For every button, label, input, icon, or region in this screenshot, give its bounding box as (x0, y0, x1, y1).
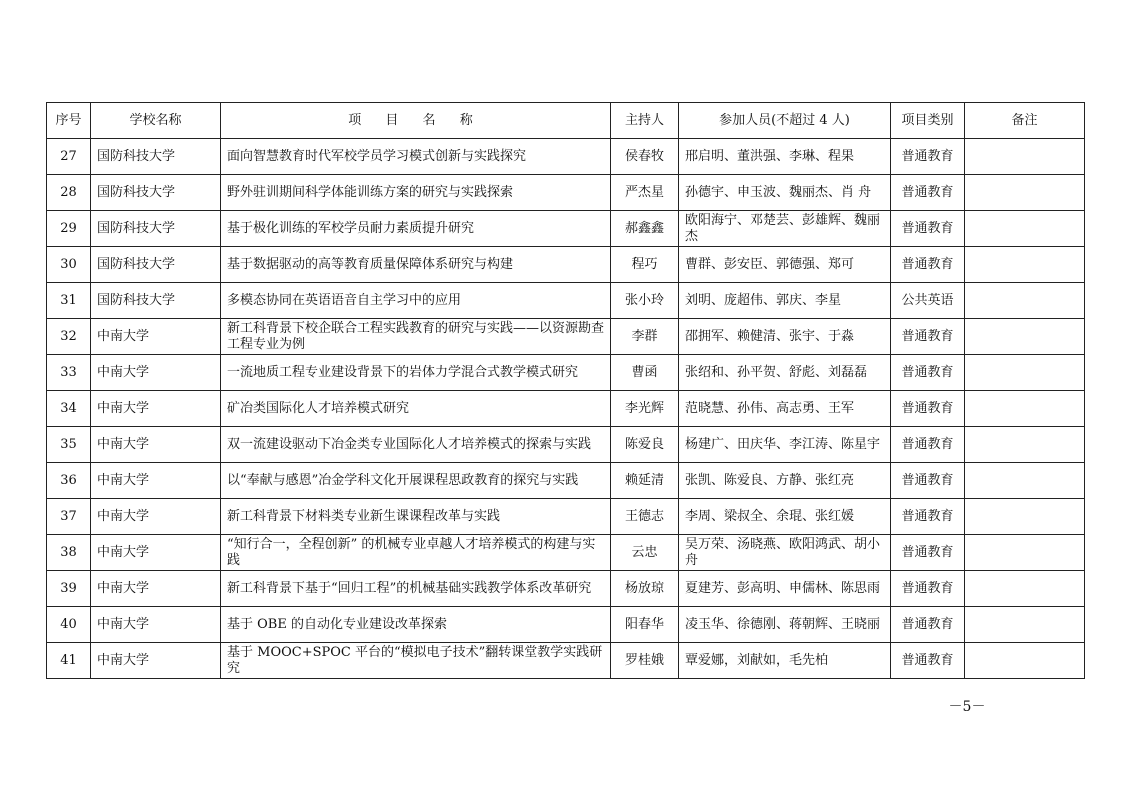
cell-remark (965, 355, 1085, 391)
cell-remark (965, 175, 1085, 211)
cell-host: 赖延清 (611, 463, 679, 499)
header-host: 主持人 (611, 103, 679, 139)
cell-remark (965, 427, 1085, 463)
table-body (47, 139, 1085, 679)
cell-host: 严杰星 (611, 175, 679, 211)
cell-school: 中南大学 (91, 535, 221, 571)
cell-host: 罗桂娥 (611, 643, 679, 679)
table-row (47, 427, 1085, 463)
cell-remark (965, 535, 1085, 571)
cell-no: 41 (47, 643, 91, 679)
cell-members: 李周、梁叔全、余琨、张红媛 (679, 499, 891, 535)
header-no: 序号 (47, 103, 91, 139)
cell-remark (965, 643, 1085, 679)
cell-project: 一流地质工程专业建设背景下的岩体力学混合式教学模式研究 (221, 355, 611, 391)
table-row (47, 535, 1085, 571)
cell-members: 邢启明、董洪强、李琳、程果 (679, 139, 891, 175)
table-row (47, 139, 1085, 175)
cell-host: 李群 (611, 319, 679, 355)
cell-members: 吴万荣、汤晓燕、欧阳鸿武、胡小舟 (679, 535, 891, 571)
table-row (47, 607, 1085, 643)
cell-project: 新工科背景下材料类专业新生课课程改革与实践 (221, 499, 611, 535)
cell-school: 国防科技大学 (91, 247, 221, 283)
cell-project: 矿冶类国际化人才培养模式研究 (221, 391, 611, 427)
cell-remark (965, 499, 1085, 535)
cell-no: 34 (47, 391, 91, 427)
cell-category: 普通教育 (891, 499, 965, 535)
cell-category: 普通教育 (891, 391, 965, 427)
cell-category: 普通教育 (891, 571, 965, 607)
cell-no: 28 (47, 175, 91, 211)
cell-no: 32 (47, 319, 91, 355)
cell-members: 张绍和、孙平贺、舒彪、刘磊磊 (679, 355, 891, 391)
cell-host: 曹函 (611, 355, 679, 391)
cell-remark (965, 283, 1085, 319)
cell-project: 新工科背景下基于“回归工程”的机械基础实践教学体系改革研究 (221, 571, 611, 607)
cell-project: 基于 OBE 的自动化专业建设改革探索 (221, 607, 611, 643)
cell-school: 中南大学 (91, 607, 221, 643)
cell-category: 普通教育 (891, 319, 965, 355)
header-row (47, 103, 1085, 139)
cell-project: 多模态协同在英语语音自主学习中的应用 (221, 283, 611, 319)
cell-project: 以“奉献与感恩”冶金学科文化开展课程思政教育的探究与实践 (221, 463, 611, 499)
table-row (47, 391, 1085, 427)
cell-host: 王德志 (611, 499, 679, 535)
cell-school: 中南大学 (91, 355, 221, 391)
cell-school: 中南大学 (91, 463, 221, 499)
cell-category: 普通教育 (891, 463, 965, 499)
table-row (47, 283, 1085, 319)
cell-project: 双一流建设驱动下冶金类专业国际化人才培养模式的探索与实践 (221, 427, 611, 463)
cell-members: 夏建芳、彭高明、申儒林、陈思雨 (679, 571, 891, 607)
cell-category: 普通教育 (891, 427, 965, 463)
cell-school: 中南大学 (91, 391, 221, 427)
cell-school: 中南大学 (91, 319, 221, 355)
cell-members: 凌玉华、徐德刚、蒋朝辉、王晓丽 (679, 607, 891, 643)
cell-remark (965, 391, 1085, 427)
cell-members: 欧阳海宁、邓楚芸、彭雄辉、魏丽杰 (679, 211, 891, 247)
cell-members: 杨建广、田庆华、李江涛、陈星宇 (679, 427, 891, 463)
cell-school: 国防科技大学 (91, 211, 221, 247)
table-row (47, 319, 1085, 355)
cell-remark (965, 571, 1085, 607)
cell-no: 29 (47, 211, 91, 247)
cell-no: 30 (47, 247, 91, 283)
cell-no: 35 (47, 427, 91, 463)
cell-school: 国防科技大学 (91, 139, 221, 175)
header-remark: 备注 (965, 103, 1085, 139)
cell-members: 曹群、彭安臣、郭德强、郑可 (679, 247, 891, 283)
cell-category: 普通教育 (891, 355, 965, 391)
cell-no: 33 (47, 355, 91, 391)
header-project: 项 目 名 称 (221, 103, 611, 139)
cell-members: 邵拥军、赖健清、张宇、于淼 (679, 319, 891, 355)
cell-no: 38 (47, 535, 91, 571)
cell-category: 普通教育 (891, 247, 965, 283)
page-number: －5－ (948, 699, 986, 715)
cell-host: 张小玲 (611, 283, 679, 319)
project-table (46, 102, 1085, 679)
table-row (47, 463, 1085, 499)
cell-remark (965, 319, 1085, 355)
cell-category: 公共英语 (891, 283, 965, 319)
cell-category: 普通教育 (891, 535, 965, 571)
cell-remark (965, 607, 1085, 643)
cell-members: 刘明、庞超伟、郭庆、李星 (679, 283, 891, 319)
cell-school: 中南大学 (91, 643, 221, 679)
cell-host: 阳春华 (611, 607, 679, 643)
cell-host: 李光辉 (611, 391, 679, 427)
table-row (47, 355, 1085, 391)
cell-no: 31 (47, 283, 91, 319)
cell-category: 普通教育 (891, 643, 965, 679)
cell-project: “知行合一，全程创新” 的机械专业卓越人才培养模式的构建与实践 (221, 535, 611, 571)
cell-project: 面向智慧教育时代军校学员学习模式创新与实践探究 (221, 139, 611, 175)
cell-remark (965, 139, 1085, 175)
cell-no: 36 (47, 463, 91, 499)
header-school: 学校名称 (91, 103, 221, 139)
cell-remark (965, 247, 1085, 283)
header-members: 参加人员(不超过 4 人) (679, 103, 891, 139)
table-row (47, 211, 1085, 247)
cell-no: 40 (47, 607, 91, 643)
cell-category: 普通教育 (891, 607, 965, 643)
cell-category: 普通教育 (891, 175, 965, 211)
cell-project: 新工科背景下校企联合工程实践教育的研究与实践——以资源勘查工程专业为例 (221, 319, 611, 355)
cell-school: 国防科技大学 (91, 175, 221, 211)
cell-project: 基于极化训练的军校学员耐力素质提升研究 (221, 211, 611, 247)
cell-school: 中南大学 (91, 427, 221, 463)
table-row (47, 499, 1085, 535)
cell-school: 中南大学 (91, 571, 221, 607)
cell-no: 39 (47, 571, 91, 607)
cell-host: 杨放琼 (611, 571, 679, 607)
cell-no: 27 (47, 139, 91, 175)
cell-host: 程巧 (611, 247, 679, 283)
cell-members: 孙德宇、申玉波、魏丽杰、肖 舟 (679, 175, 891, 211)
cell-host: 郝鑫鑫 (611, 211, 679, 247)
cell-project: 基于 MOOC+SPOC 平台的“模拟电子技术”翻转课堂教学实践研究 (221, 643, 611, 679)
cell-school: 中南大学 (91, 499, 221, 535)
header-category: 项目类别 (891, 103, 965, 139)
cell-members: 覃爱娜，刘献如，毛先柏 (679, 643, 891, 679)
table-row (47, 247, 1085, 283)
table-row (47, 175, 1085, 211)
cell-school: 国防科技大学 (91, 283, 221, 319)
cell-host: 侯春牧 (611, 139, 679, 175)
cell-category: 普通教育 (891, 139, 965, 175)
cell-remark (965, 463, 1085, 499)
cell-project: 野外驻训期间科学体能训练方案的研究与实践探索 (221, 175, 611, 211)
cell-members: 张凯、陈爱良、方静、张红亮 (679, 463, 891, 499)
table-row (47, 571, 1085, 607)
cell-category: 普通教育 (891, 211, 965, 247)
cell-remark (965, 211, 1085, 247)
cell-members: 范晓慧、孙伟、高志勇、王军 (679, 391, 891, 427)
cell-no: 37 (47, 499, 91, 535)
table-row (47, 643, 1085, 679)
cell-host: 云忠 (611, 535, 679, 571)
cell-project: 基于数据驱动的高等教育质量保障体系研究与构建 (221, 247, 611, 283)
cell-host: 陈爱良 (611, 427, 679, 463)
